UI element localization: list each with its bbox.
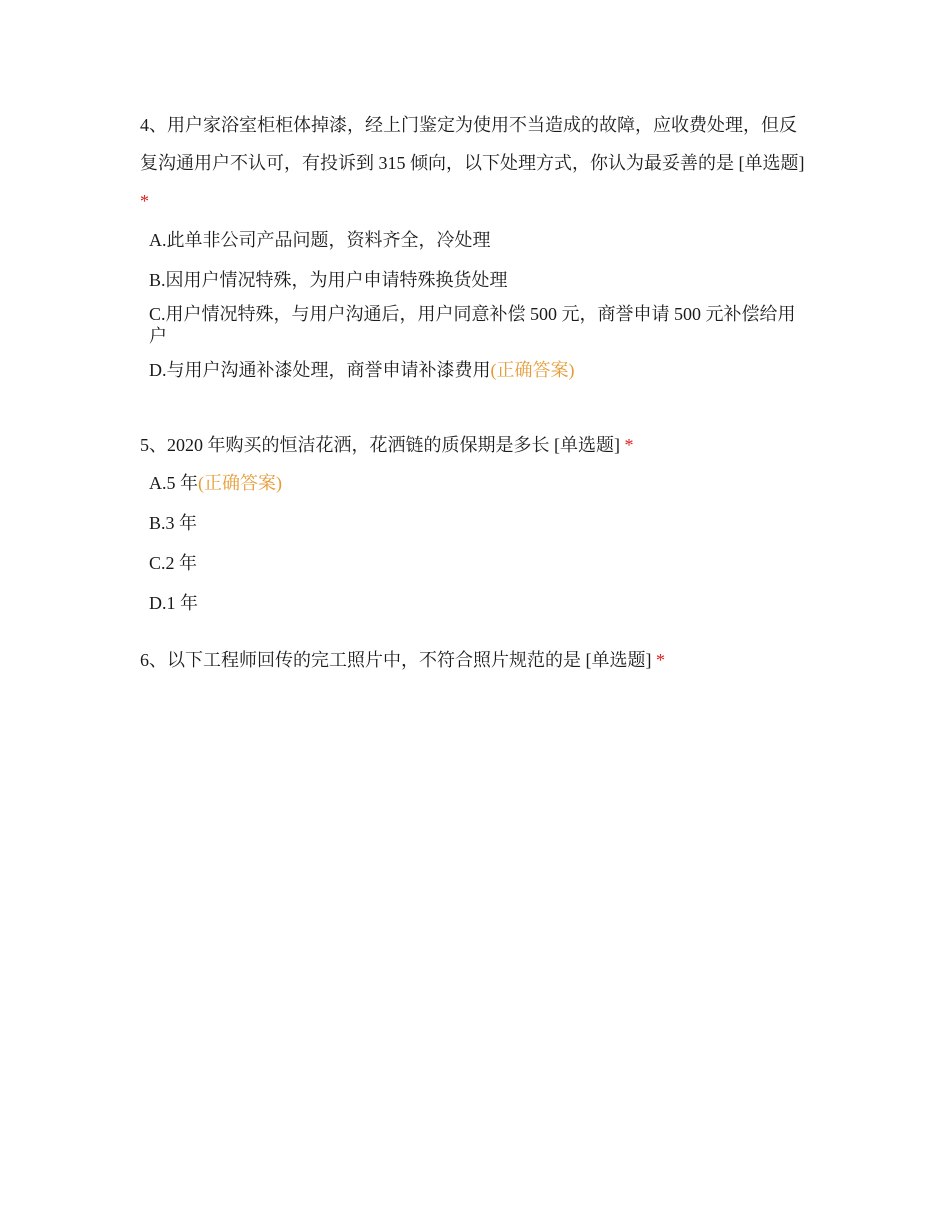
option-a[interactable]	[149, 472, 810, 494]
option-text: A.此单非公司产品问题，资料齐全，冷处理	[149, 230, 491, 250]
option-text: A.5 年	[149, 473, 198, 493]
question-6	[140, 641, 810, 679]
correct-answer-note: (正确答案)	[198, 473, 282, 493]
option-d[interactable]	[149, 359, 810, 381]
option-text: D.1 年	[149, 593, 198, 613]
question-4	[140, 106, 810, 381]
question-text: 4、用户家浴室柜柜体掉漆，经上门鉴定为使用不当造成的故障，应收费处理，但反复沟通用户不认可，有投诉到 315 倾向，以下处理方式，你认为最妥善的是 [单选题]	[140, 115, 805, 173]
required-mark: *	[140, 191, 149, 211]
question-title	[140, 641, 810, 679]
option-list	[140, 472, 810, 614]
option-d[interactable]	[149, 592, 810, 614]
survey-page	[140, 106, 810, 679]
option-c[interactable]	[149, 303, 810, 347]
question-text: 5、2020 年购买的恒洁花洒，花洒链的质保期是多长 [单选题]	[140, 435, 620, 455]
question-title	[140, 426, 810, 464]
option-b[interactable]	[149, 269, 810, 291]
option-b[interactable]	[149, 512, 810, 534]
question-text: 6、以下工程师回传的完工照片中，不符合照片规范的是 [单选题]	[140, 650, 652, 670]
option-text: B.3 年	[149, 513, 198, 533]
option-a[interactable]	[149, 229, 810, 251]
required-mark: *	[624, 435, 634, 455]
option-text: B.因用户情况特殊，为用户申请特殊换货处理	[149, 270, 508, 290]
option-list	[140, 229, 810, 381]
option-text: C.2 年	[149, 553, 198, 573]
option-c[interactable]	[149, 552, 810, 574]
required-mark: *	[656, 650, 665, 670]
option-text: D.与用户沟通补漆处理，商誉申请补漆费用	[149, 360, 491, 380]
correct-answer-note: (正确答案)	[490, 360, 575, 380]
question-5	[140, 426, 810, 614]
option-text: C.用户情况特殊，与用户沟通后，用户同意补偿 500 元，商誉申请 500 元补偿给用户	[149, 304, 796, 346]
question-title	[140, 106, 810, 220]
